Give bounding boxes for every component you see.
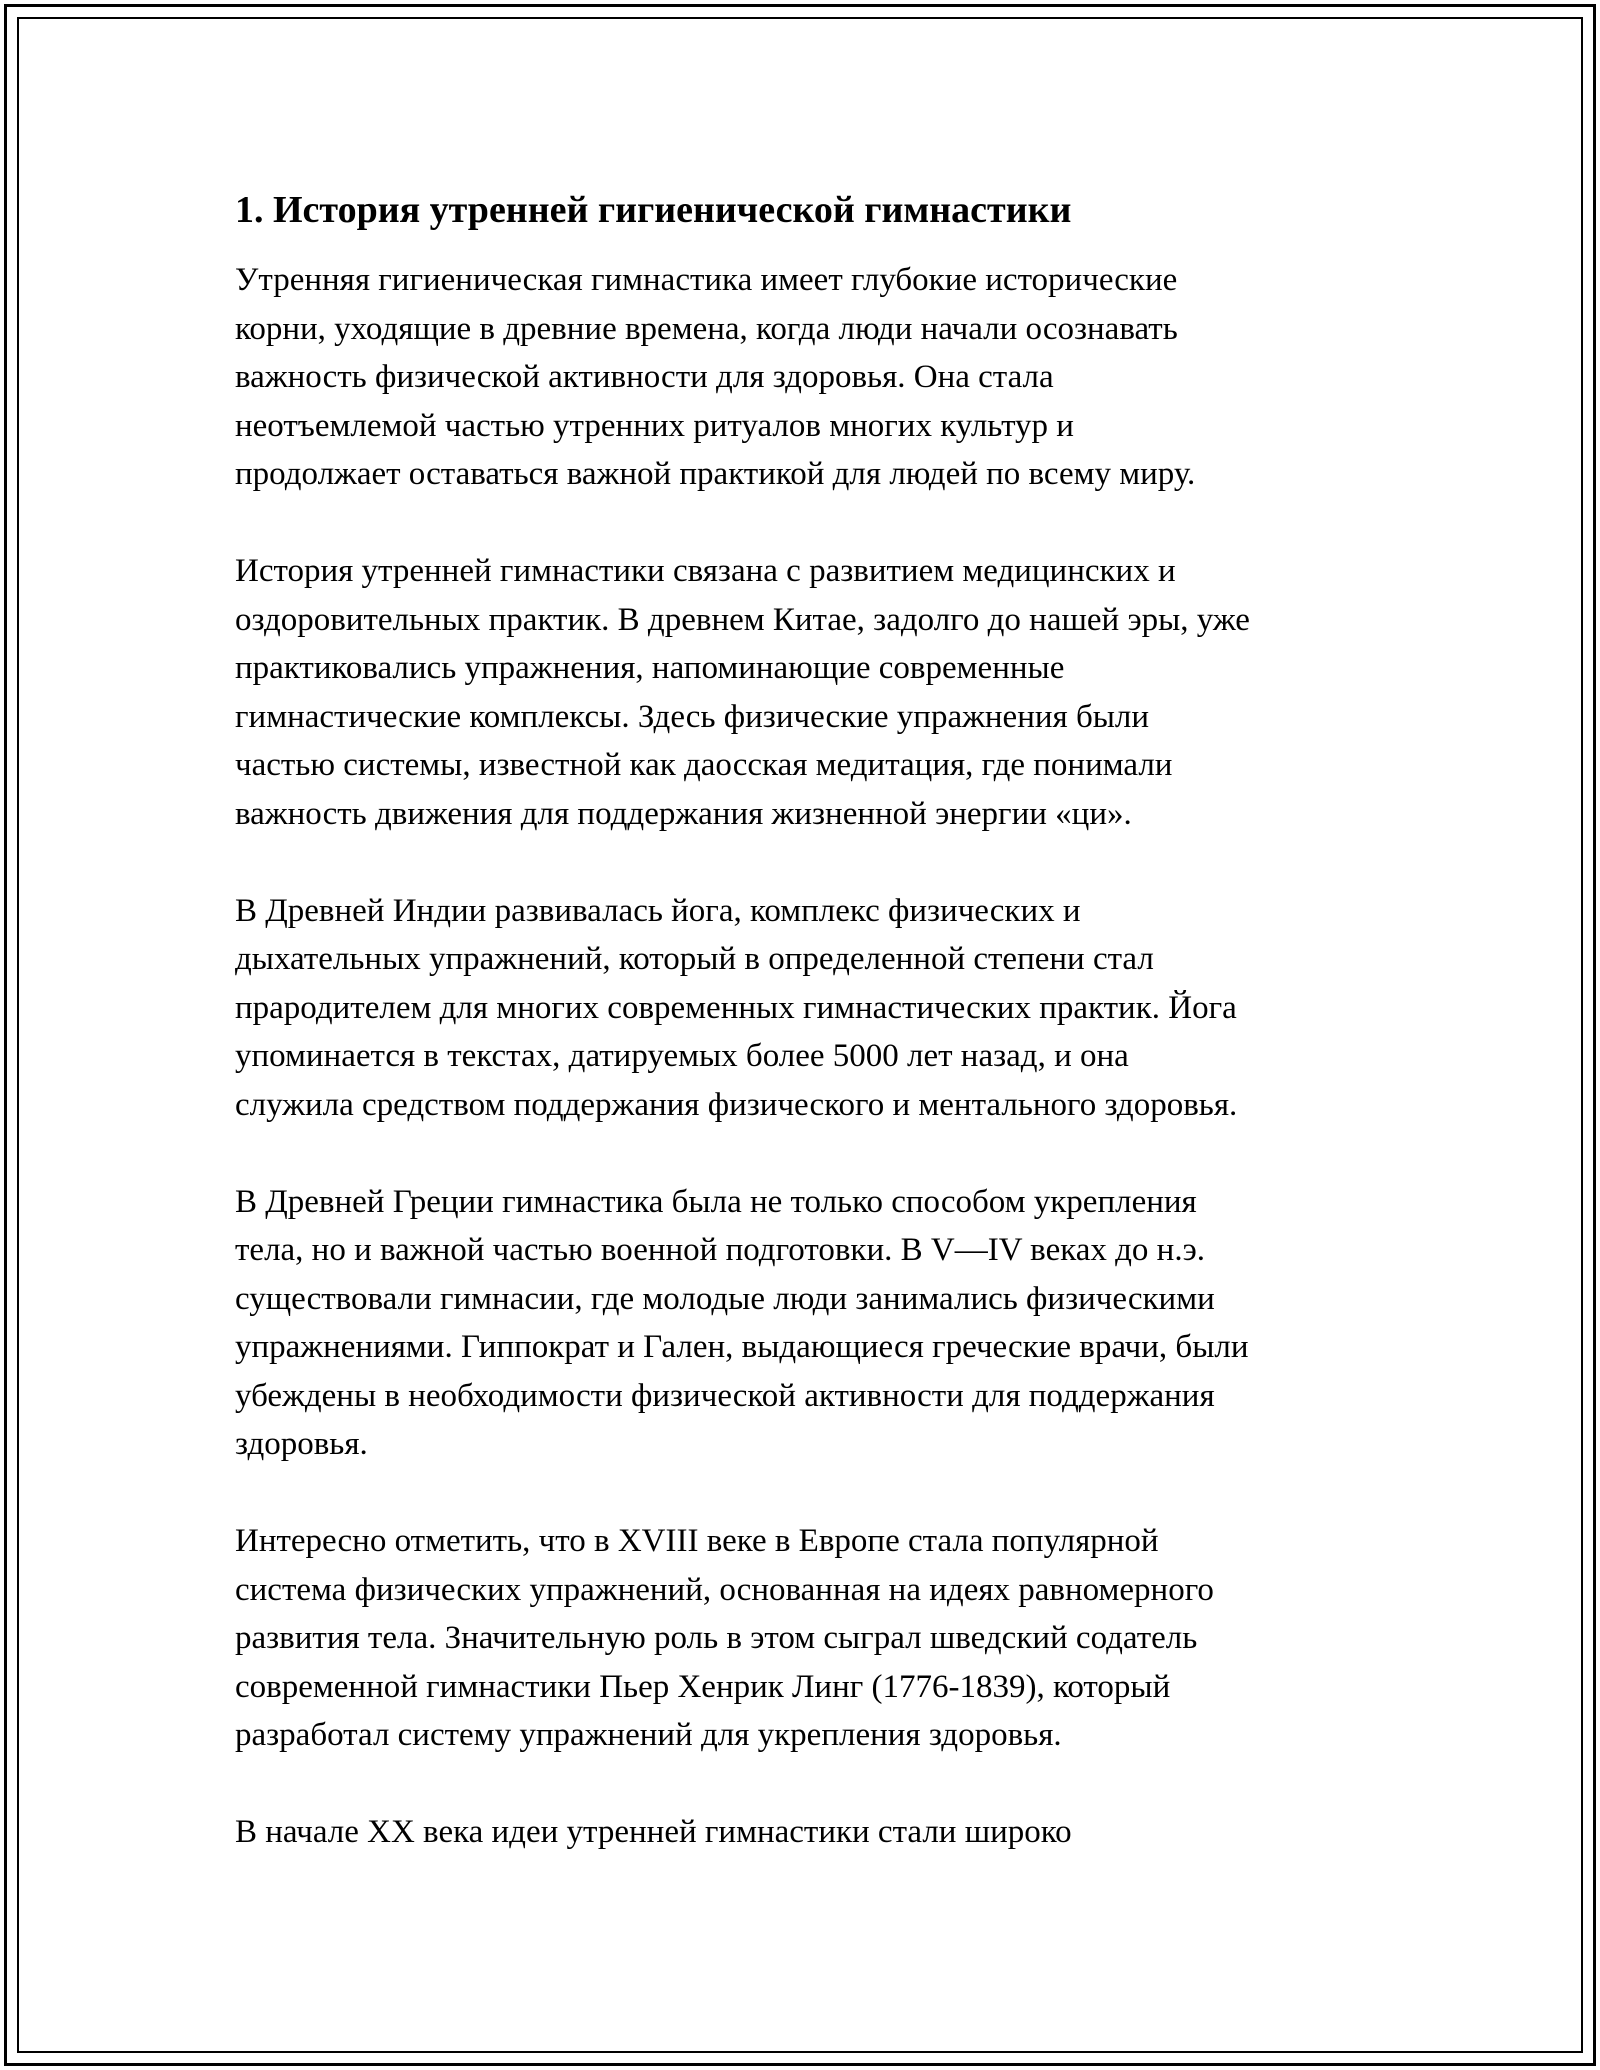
text-line: тела, но и важной частью военной подготовки. В V—IV веках до н.э. [235, 1232, 1206, 1268]
text-line: Интересно отметить, что в XVIII веке в Европе стала популярной [235, 1523, 1159, 1559]
text-line: развития тела. Значительную роль в этом сыграл шведский содатель [235, 1620, 1198, 1656]
paragraph-5 [235, 1517, 1385, 1760]
text-line: прародителем для многих современных гимнастических практик. Йога [235, 989, 1237, 1026]
text-line: важность движения для поддержания жизненной энергии «ци». [235, 795, 1132, 832]
text-line: История утренней гимнастики связана с развитием медицинских и [235, 553, 1176, 589]
text-line: здоровья. [235, 1426, 368, 1462]
text-line: практиковались упражнения, напоминающие современные [235, 650, 1065, 686]
text-line: упражнениями. Гиппократ и Гален, выдающиеся греческие врачи, были [235, 1329, 1249, 1365]
text-line: упоминается в текстах, датируемых более 5000 лет назад, и она [235, 1038, 1129, 1074]
text-line: оздоровительных практик. В древнем Китае, задолго до нашей эры, уже [235, 601, 1250, 638]
document-body [235, 186, 1385, 1905]
text-line: существовали гимнасии, где молодые люди занимались физическими [235, 1280, 1215, 1317]
section-heading: 1. История утренней гигиенической гимнастики [235, 189, 1072, 231]
text-line: корни, уходящие в древние времена, когда люди начали осознавать [235, 310, 1178, 347]
text-line: В начале XX века идеи утренней гимнастики стали широко [235, 1814, 1072, 1850]
text-line: убеждены в необходимости физической активности для поддержания [235, 1377, 1215, 1414]
text-line: важность физической активности для здоровья. Она стала [235, 359, 1054, 395]
text-line: разработал систему упражнений для укрепления здоровья. [235, 1717, 1062, 1753]
paragraph-6 [235, 1808, 1385, 1857]
text-line: продолжает оставаться важной практикой для людей по всему миру. [235, 456, 1196, 492]
text-line: Утренняя гигиеническая гимнастика имеет глубокие исторические [235, 262, 1178, 298]
text-line: служила средством поддержания физического и ментального здоровья. [235, 1086, 1238, 1123]
paragraph-1 [235, 256, 1385, 499]
text-line: дыхательных упражнений, который в определенной степени стал [235, 941, 1154, 977]
text-line: неотъемлемой частью утренних ритуалов многих культур и [235, 407, 1074, 444]
text-line: В Древней Греции гимнастика была не только способом укрепления [235, 1183, 1197, 1220]
text-line: гимнастические комплексы. Здесь физические упражнения были [235, 698, 1150, 735]
text-line: система физических упражнений, основанная на идеях равномерного [235, 1571, 1214, 1608]
paragraph-2 [235, 547, 1385, 838]
text-line: В Древней Индии развивалась йога, комплекс физических и [235, 892, 1081, 929]
paragraph-3 [235, 887, 1385, 1130]
text-line: современной гимнастики Пьер Хенрик Линг (1776-1839), который [235, 1668, 1171, 1705]
text-line: частью системы, известной как даосская медитация, где понимали [235, 747, 1173, 783]
paragraph-4 [235, 1178, 1385, 1469]
